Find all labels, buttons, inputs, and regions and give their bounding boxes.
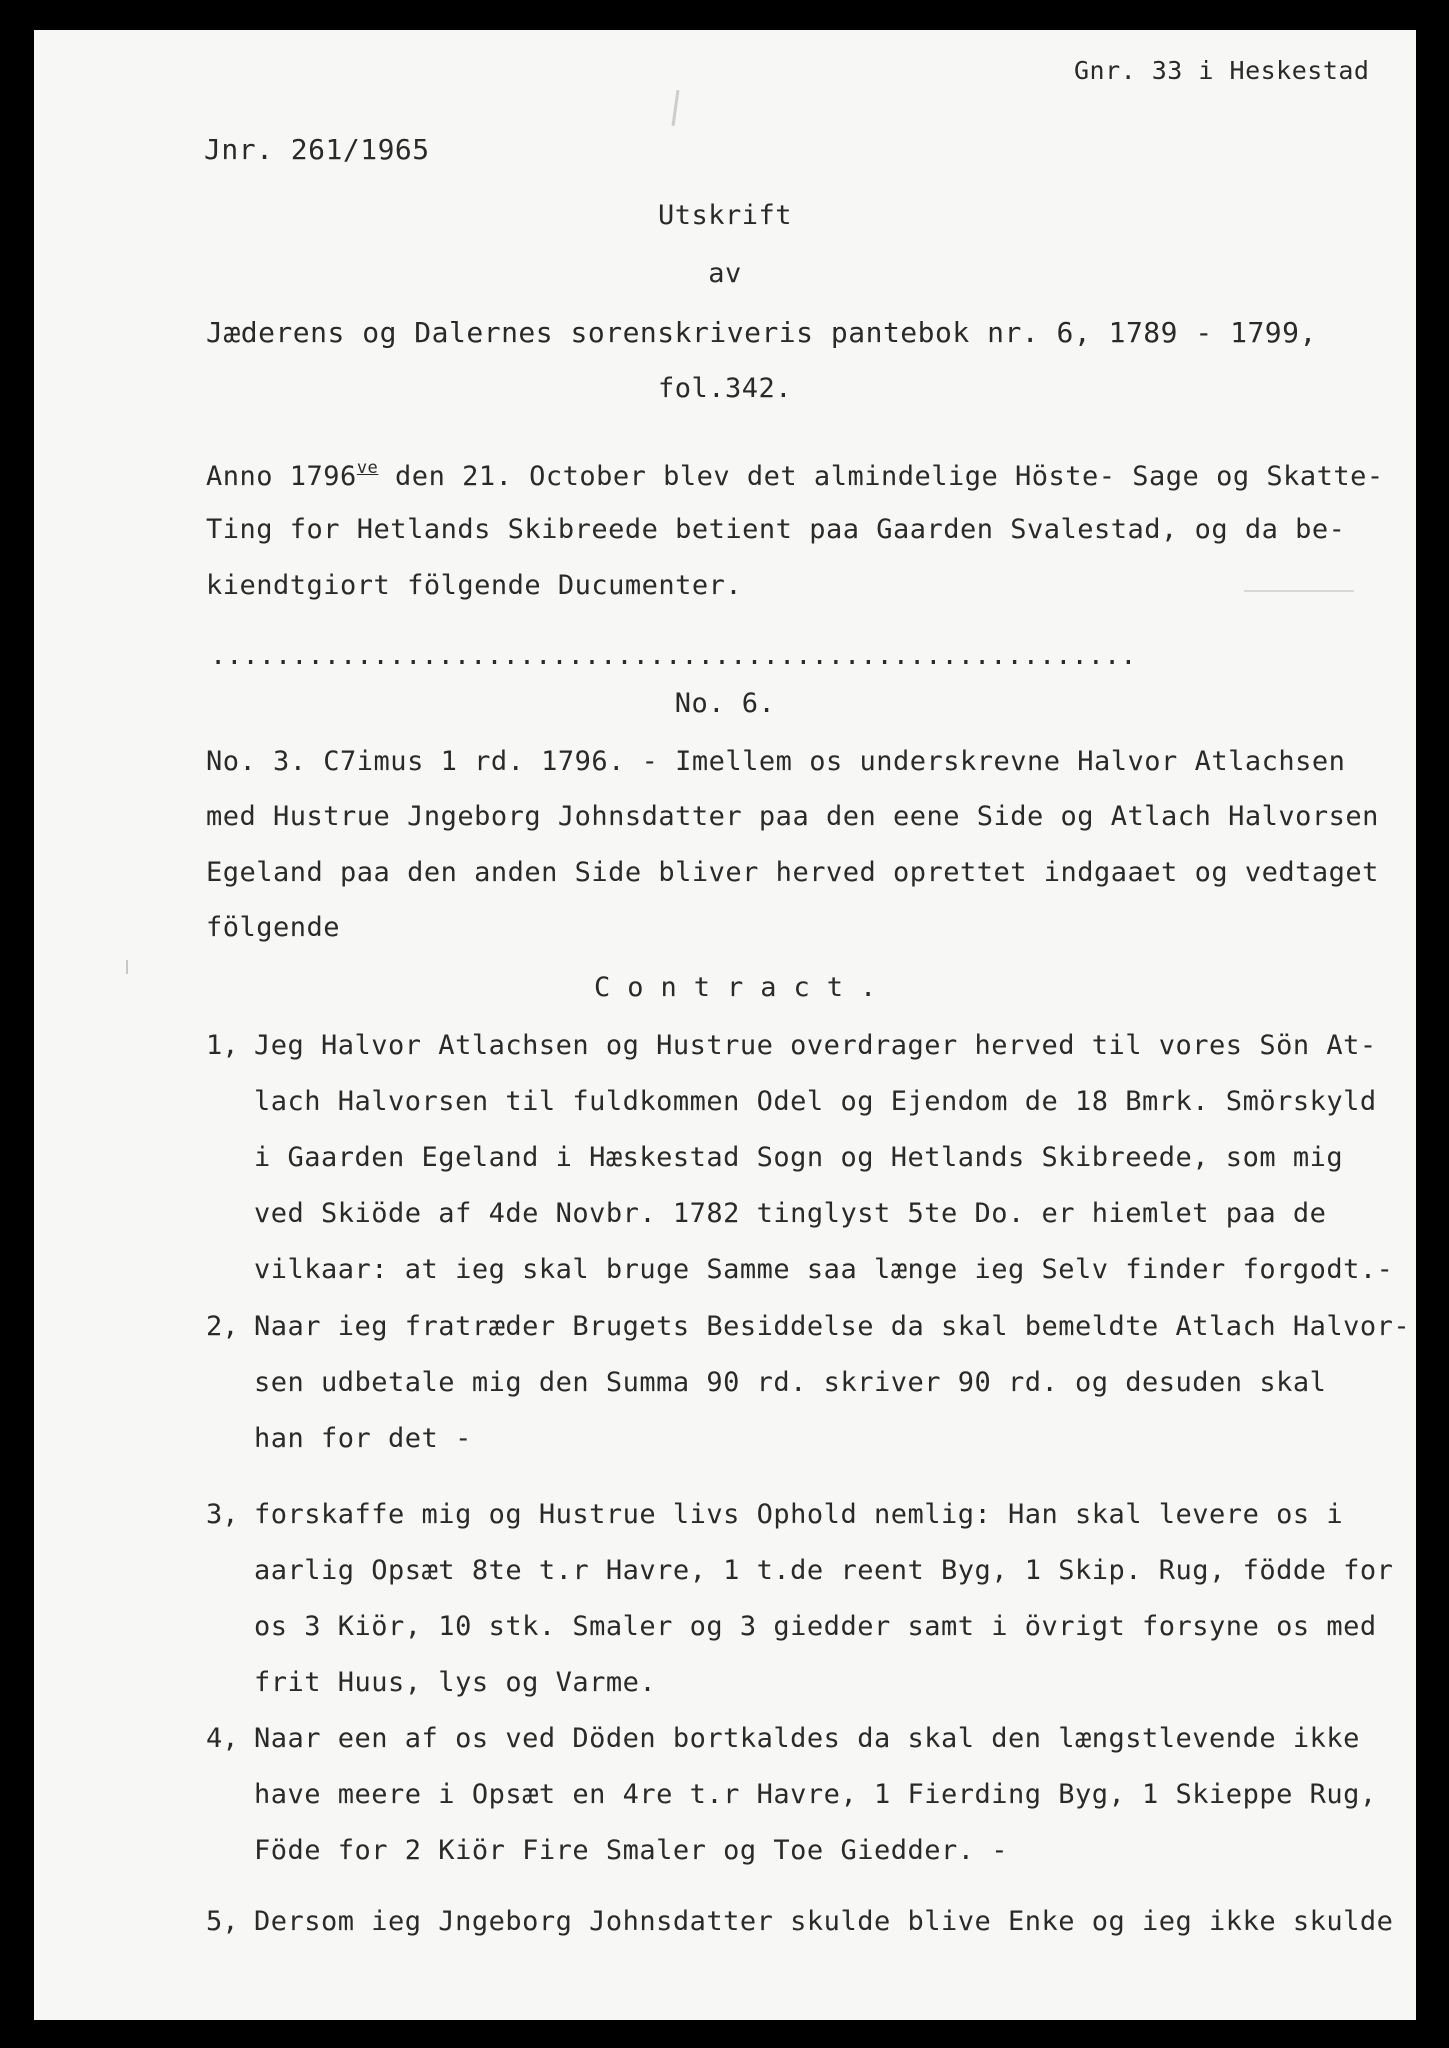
clause-number: 5,: [206, 1906, 239, 1937]
clause-number: 2,: [206, 1311, 239, 1342]
separator-dots: .........................................................: [210, 640, 1137, 671]
clause-line: i Gaarden Egeland i Hæskestad Sogn og Hetlands Skibreede, som mig: [254, 1142, 1344, 1173]
clause-line: lach Halvorsen til fuldkommen Odel og Ejendom de 18 Bmrk. Smörskyld: [254, 1086, 1377, 1117]
title-source: Jæderens og Dalernes sorenskriveris pantebok nr. 6, 1789 - 1799,: [206, 316, 1317, 349]
intro-line-3: kiendtgiort fölgende Ducumenter.: [206, 570, 743, 601]
contract-heading: Contract.: [594, 972, 894, 1003]
clause-line: have meere i Opsæt en 4re t.r Havre, 1 Fierding Byg, 1 Skieppe Rug,: [254, 1779, 1377, 1810]
clause-line: han for det -: [254, 1423, 472, 1454]
clause-number: 3,: [206, 1499, 239, 1530]
title-utskrift: Utskrift: [657, 200, 793, 231]
clause-line: os 3 Kiör, 10 stk. Smaler og 3 giedder samt i övrigt forsyne os med: [254, 1611, 1377, 1642]
title-folio: fol.342.: [657, 373, 793, 404]
intro-line-2: Ting for Hetlands Skibreede betient paa Gaarden Svalestad, og da be-: [206, 514, 1346, 545]
scan-mark: [1244, 590, 1354, 592]
preamble-line-3: Egeland paa den anden Side bliver herved oprettet indgaaet og vedtaget: [206, 857, 1379, 888]
scan-mark: [126, 960, 128, 974]
scan-mark: [672, 90, 680, 126]
clause-line: ved Skiöde af 4de Novbr. 1782 tinglyst 5te Do. er hiemlet paa de: [254, 1198, 1327, 1229]
clause-line: vilkaar: at ieg skal bruge Samme saa længe ieg Selv finder forgodt.-: [254, 1254, 1394, 1285]
clause-line: Föde for 2 Kiör Fire Smaler og Toe Giedder. -: [254, 1835, 1008, 1866]
journal-number: Jnr. 261/1965: [204, 133, 430, 166]
clause-line: forskaffe mig og Hustrue livs Ophold nemlig: Han skal levere os i: [254, 1499, 1344, 1530]
preamble-line-1: No. 3. C7imus 1 rd. 1796. - Imellem os underskrevne Halvor Atlachsen: [206, 746, 1346, 777]
clause-line: Naar een af os ved Döden bortkaldes da skal den længstlevende ikke: [254, 1723, 1360, 1754]
clause-line: Jeg Halvor Atlachsen og Hustrue overdrager herved til vores Sön At-: [254, 1030, 1377, 1061]
clause-number: 4,: [206, 1723, 239, 1754]
document-number: No. 6.: [674, 688, 776, 719]
intro-superscript: ve: [356, 458, 379, 478]
property-reference: Gnr. 33 i Heskestad: [1074, 56, 1370, 85]
clause-number: 1,: [206, 1030, 239, 1061]
document-page: [34, 30, 1416, 2020]
preamble-line-2: med Hustrue Jngeborg Johnsdatter paa den eene Side og Atlach Halvorsen: [206, 801, 1379, 832]
clause-line: aarlig Opsæt 8te t.r Havre, 1 t.de reent Byg, 1 Skip. Rug, födde for: [254, 1555, 1394, 1586]
clause-line: sen udbetale mig den Summa 90 rd. skriver 90 rd. og desuden skal: [254, 1367, 1327, 1398]
intro-line-1: [206, 460, 1384, 490]
clause-line: Naar ieg fratræder Brugets Besiddelse da skal bemeldte Atlach Halvor-: [254, 1311, 1411, 1342]
intro-year: Anno 1796: [206, 461, 357, 492]
preamble-line-4: fölgende: [206, 912, 341, 943]
clause-line: frit Huus, lys og Varme.: [254, 1667, 657, 1698]
clause-line: Dersom ieg Jngeborg Johnsdatter skulde blive Enke og ieg ikke skulde: [254, 1906, 1394, 1937]
intro-line-1-rest: den 21. October blev det almindelige Höste- Sage og Skatte-: [378, 461, 1384, 492]
title-av: av: [708, 258, 742, 289]
